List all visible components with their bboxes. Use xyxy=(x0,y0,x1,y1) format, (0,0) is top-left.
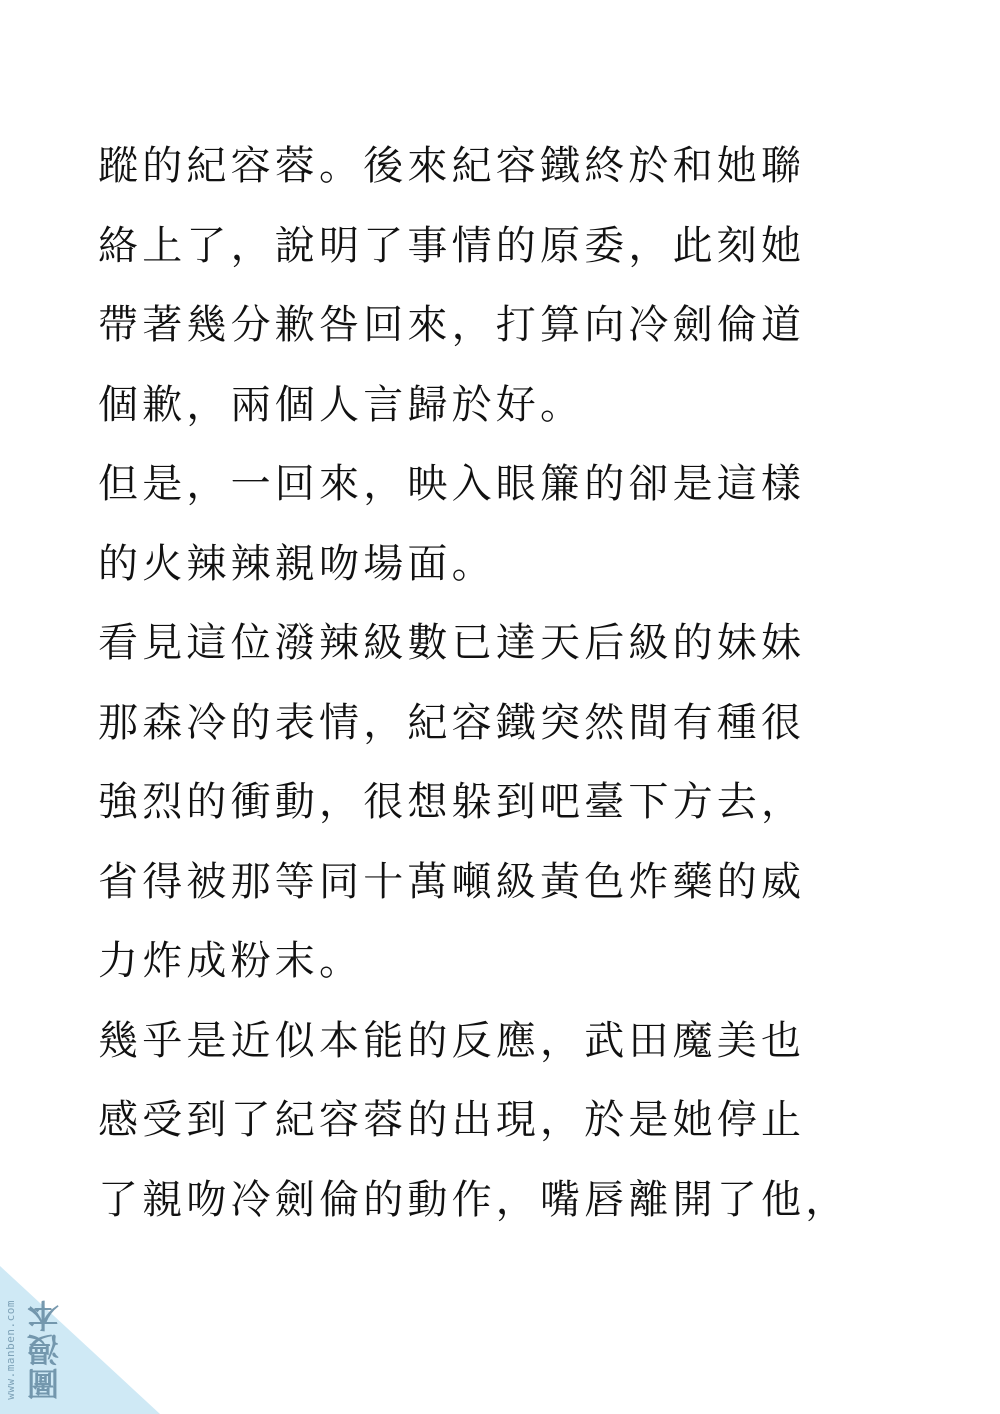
text-line-13: 感受到了紀容蓉的出現，於是她停止 xyxy=(98,1097,806,1143)
text-line-14: 了親吻冷劍倫的動作，嘴唇離開了他， xyxy=(98,1176,850,1223)
text-line-11: 力炸成粉末。 xyxy=(98,938,364,984)
text-line-7: 看見這位潑辣級數已達天后級的妹妹 xyxy=(98,620,806,666)
watermark-logo: 圖漫本 xyxy=(26,1298,64,1400)
novel-text-block xyxy=(98,136,958,1249)
text-line-4: 個歉，兩個人言歸於好。 xyxy=(98,381,585,428)
text-line-10: 省得被那等同十萬噸級黃色炸藥的威 xyxy=(98,858,806,905)
watermark xyxy=(0,1264,160,1414)
text-line-3: 帶著幾分歉咎回來，打算向冷劍倫道 xyxy=(98,302,806,348)
text-line-2: 絡上了，說明了事情的原委，此刻她 xyxy=(98,222,806,269)
watermark-url: www.manben.com xyxy=(4,1300,17,1400)
text-line-8: 那森冷的表情，紀容鐵突然間有種很 xyxy=(98,699,806,746)
text-line-12: 幾乎是近似本能的反應，武田魔美也 xyxy=(98,1017,806,1064)
text-line-6: 的火辣辣親吻場面。 xyxy=(98,540,496,587)
text-line-9: 強烈的衝動，很想躲到吧臺下方去， xyxy=(98,779,806,825)
text-line-5: 但是，一回來，映入眼簾的卻是這樣 xyxy=(98,461,806,507)
text-line-1: 蹤的紀容蓉。後來紀容鐵終於和她聯 xyxy=(98,143,806,189)
